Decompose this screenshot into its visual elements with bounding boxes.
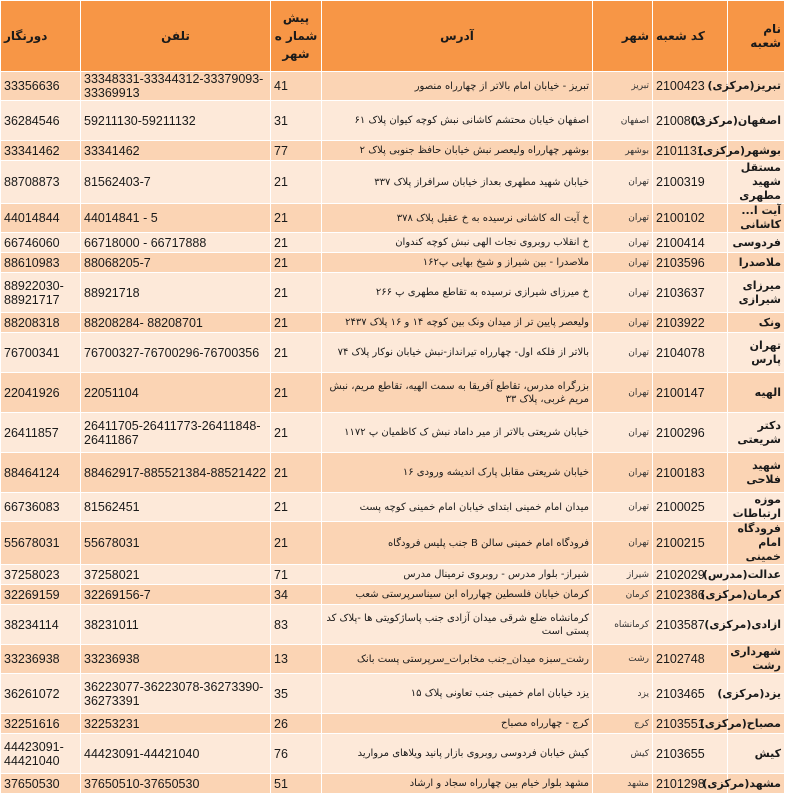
city-cell: کرج	[593, 714, 653, 734]
branch-name-cell: کیش	[728, 734, 785, 774]
address-cell: فرودگاه امام خمینی سالن B جنب پلیس فرودگاه	[322, 522, 593, 565]
branch-name-cell: عدالت(مدرس)	[728, 565, 785, 585]
phone-cell: 32269156-7	[81, 585, 271, 605]
city-cell: کرمان	[593, 585, 653, 605]
city-prefix-cell: 51	[271, 774, 322, 794]
phone-cell: 59211130-59211132	[81, 101, 271, 141]
header-fax: دورنگار	[1, 1, 81, 72]
address-cell: بالاتر از فلکه اول- چهارراه تیرانداز-نبش خیابان نوکار پلاک ۷۴	[322, 333, 593, 373]
city-cell: تهران	[593, 161, 653, 204]
branch-name-cell: ازادی(مرکزی)	[728, 605, 785, 645]
address-cell: ولیعصر پایین تر از میدان ونک بین کوچه ۱۴ و ۱۶ پلاک ۲۴۳۷	[322, 313, 593, 333]
branch-code-cell: 2103922	[653, 313, 728, 333]
table-row	[1, 493, 785, 522]
branch-name-cell: فردوسی	[728, 233, 785, 253]
address-cell: ملاصدرا - بین شیراز و شیخ بهایی پ۱۶۲	[322, 253, 593, 273]
fax-cell: 37650530	[1, 774, 81, 794]
city-cell: تهران	[593, 522, 653, 565]
fax-cell: 88922030-88921717	[1, 273, 81, 313]
branch-name-cell: آیت ا... کاشانی	[728, 204, 785, 233]
table-row	[1, 714, 785, 734]
phone-cell: 32253231	[81, 714, 271, 734]
table-row	[1, 413, 785, 453]
branch-name-cell: ونک	[728, 313, 785, 333]
branch-name-cell: بوشهر(مرکزی)	[728, 141, 785, 161]
branch-name-cell: دکتر شریعتی	[728, 413, 785, 453]
table-row	[1, 645, 785, 674]
fax-cell: 33356636	[1, 72, 81, 101]
city-cell: شیراز	[593, 565, 653, 585]
city-prefix-cell: 21	[271, 522, 322, 565]
branch-name-cell: تهران پارس	[728, 333, 785, 373]
address-cell: کرج - چهارراه مصباح	[322, 714, 593, 734]
city-cell: کیش	[593, 734, 653, 774]
branch-code-cell: 2103587	[653, 605, 728, 645]
branch-name-cell: میرزای شیرازی	[728, 273, 785, 313]
header-city-prefix: پیش شمار ه شهر	[271, 1, 322, 72]
fax-cell: 38234114	[1, 605, 81, 645]
header-phone: تلفن	[81, 1, 271, 72]
fax-cell: 22041926	[1, 373, 81, 413]
branch-code-cell: 2104078	[653, 333, 728, 373]
branch-name-cell: الهیه	[728, 373, 785, 413]
city-prefix-cell: 21	[271, 253, 322, 273]
city-cell: کرمانشاه	[593, 605, 653, 645]
address-cell: کیش خیابان فردوسی روبروی بازار پانید ویلاهای مروارید	[322, 734, 593, 774]
branch-name-cell: موزه ارتباطات	[728, 493, 785, 522]
phone-cell: 88462917-885521384-88521422	[81, 453, 271, 493]
branch-name-cell: تبریز(مرکزی)	[728, 72, 785, 101]
address-cell: مشهد بلوار خیام بین چهارراه سجاد و ارشاد	[322, 774, 593, 794]
address-cell: تبریز - خیابان امام بالاتر از چهارراه منصور	[322, 72, 593, 101]
table-row	[1, 734, 785, 774]
branch-code-cell: 2100423	[653, 72, 728, 101]
branch-code-cell: 2101298	[653, 774, 728, 794]
city-prefix-cell: 21	[271, 333, 322, 373]
phone-cell: 36223077-36223078-36273390-36273391	[81, 674, 271, 714]
branch-name-cell: ملاصدرا	[728, 253, 785, 273]
fax-cell: 37258023	[1, 565, 81, 585]
branch-code-cell: 2102386	[653, 585, 728, 605]
city-cell: تهران	[593, 253, 653, 273]
header-row	[1, 1, 785, 72]
city-prefix-cell: 13	[271, 645, 322, 674]
city-cell: یزد	[593, 674, 653, 714]
address-cell: خ میرزای شیرازی نرسیده به تقاطع مطهری پ ۲۶۶	[322, 273, 593, 313]
city-cell: بوشهر	[593, 141, 653, 161]
branch-name-cell: اصفهان(مرکزی)	[728, 101, 785, 141]
address-cell: میدان امام خمینی ابتدای خیابان امام خمینی کوچه پست	[322, 493, 593, 522]
city-prefix-cell: 21	[271, 373, 322, 413]
table-row	[1, 674, 785, 714]
table-row	[1, 273, 785, 313]
address-cell: شیراز- بلوار مدرس - روبروی ترمینال مدرس	[322, 565, 593, 585]
city-prefix-cell: 21	[271, 313, 322, 333]
city-prefix-cell: 26	[271, 714, 322, 734]
table-row	[1, 333, 785, 373]
table-row	[1, 565, 785, 585]
fax-cell: 44014844	[1, 204, 81, 233]
address-cell: بوشهر چهارراه ولیعصر نبش خیابان حافظ جنوبی پلاک ۲	[322, 141, 593, 161]
address-cell: اصفهان خیابان محتشم کاشانی نبش کوچه کیوان پلاک ۶۱	[322, 101, 593, 141]
phone-cell: 38231011	[81, 605, 271, 645]
address-cell: بزرگراه مدرس، تقاطع آفریقا به سمت الهیه، تقاطع مریم، نبش مریم غربی، پلاک ۳۳	[322, 373, 593, 413]
branch-name-cell: یزد(مرکزی)	[728, 674, 785, 714]
table-row	[1, 453, 785, 493]
city-cell: تهران	[593, 413, 653, 453]
phone-cell: 37258021	[81, 565, 271, 585]
city-prefix-cell: 21	[271, 413, 322, 453]
city-prefix-cell: 21	[271, 161, 322, 204]
table-row	[1, 774, 785, 794]
address-cell: کرمان خیابان فلسطین چهارراه ابن سیناسرپرستی شعب	[322, 585, 593, 605]
table-row	[1, 101, 785, 141]
branch-code-cell: 2100296	[653, 413, 728, 453]
branch-code-cell: 2100803	[653, 101, 728, 141]
city-cell: تهران	[593, 273, 653, 313]
city-prefix-cell: 21	[271, 493, 322, 522]
branch-name-cell: مستقل شهید مطهری	[728, 161, 785, 204]
branch-code-cell: 2102748	[653, 645, 728, 674]
city-prefix-cell: 21	[271, 204, 322, 233]
fax-cell: 55678031	[1, 522, 81, 565]
city-prefix-cell: 21	[271, 273, 322, 313]
fax-cell: 66736083	[1, 493, 81, 522]
phone-cell: 88921718	[81, 273, 271, 313]
branch-name-cell: مشهد(مرکزی)	[728, 774, 785, 794]
phone-cell: 33236938	[81, 645, 271, 674]
city-prefix-cell: 77	[271, 141, 322, 161]
fax-cell: 76700341	[1, 333, 81, 373]
phone-cell: 81562451	[81, 493, 271, 522]
table-row	[1, 141, 785, 161]
table-row	[1, 585, 785, 605]
fax-cell: 33236938	[1, 645, 81, 674]
city-cell: تبریز	[593, 72, 653, 101]
city-cell: تهران	[593, 313, 653, 333]
city-cell: اصفهان	[593, 101, 653, 141]
address-cell: خیابان شریعتی بالاتر از میر داماد نبش ک کاظمیان پ ۱۱۷۲	[322, 413, 593, 453]
header-city: شهر	[593, 1, 653, 72]
fax-cell: 66746060	[1, 233, 81, 253]
phone-cell: 66718000 - 66717888	[81, 233, 271, 253]
city-prefix-cell: 83	[271, 605, 322, 645]
branch-code-cell: 2103596	[653, 253, 728, 273]
fax-cell: 36261072	[1, 674, 81, 714]
table-row	[1, 72, 785, 101]
header-branch-code: کد شعبه	[653, 1, 728, 72]
branch-name-cell: فرودگاه امام خمینی	[728, 522, 785, 565]
phone-cell: 88068205-7	[81, 253, 271, 273]
phone-cell: 55678031	[81, 522, 271, 565]
city-cell: رشت	[593, 645, 653, 674]
city-cell: تهران	[593, 453, 653, 493]
header-branch-name: نام شعبه	[728, 1, 785, 72]
city-prefix-cell: 31	[271, 101, 322, 141]
branch-code-cell: 2103465	[653, 674, 728, 714]
city-cell: تهران	[593, 233, 653, 253]
branch-code-cell: 2100102	[653, 204, 728, 233]
phone-cell: 22051104	[81, 373, 271, 413]
fax-cell: 88610983	[1, 253, 81, 273]
address-cell: خیابان شریعتی مقابل پارک اندیشه ورودی ۱۶	[322, 453, 593, 493]
branch-code-cell: 2100414	[653, 233, 728, 253]
fax-cell: 32269159	[1, 585, 81, 605]
table-row	[1, 161, 785, 204]
city-prefix-cell: 34	[271, 585, 322, 605]
branch-code-cell: 2100025	[653, 493, 728, 522]
phone-cell: 33348331-33344312-33379093-33369913	[81, 72, 271, 101]
branch-code-cell: 2101131	[653, 141, 728, 161]
phone-cell: 26411705-26411773-26411848-26411867	[81, 413, 271, 453]
branch-code-cell: 2100319	[653, 161, 728, 204]
city-prefix-cell: 35	[271, 674, 322, 714]
fax-cell: 32251616	[1, 714, 81, 734]
table-row	[1, 233, 785, 253]
city-prefix-cell: 71	[271, 565, 322, 585]
city-cell: مشهد	[593, 774, 653, 794]
fax-cell: 26411857	[1, 413, 81, 453]
city-prefix-cell: 76	[271, 734, 322, 774]
branch-name-cell: کرمان(مرکزی)	[728, 585, 785, 605]
fax-cell: 33341462	[1, 141, 81, 161]
fax-cell: 88464124	[1, 453, 81, 493]
branch-name-cell: شهید فلاحی	[728, 453, 785, 493]
fax-cell: 44423091-44421040	[1, 734, 81, 774]
table-row	[1, 522, 785, 565]
phone-cell: 33341462	[81, 141, 271, 161]
table-row	[1, 373, 785, 413]
phone-cell: 81562403-7	[81, 161, 271, 204]
city-cell: تهران	[593, 204, 653, 233]
address-cell: خ انقلاب روبروی نجات الهی نبش کوچه کندوان	[322, 233, 593, 253]
fax-cell: 88708873	[1, 161, 81, 204]
table-row	[1, 605, 785, 645]
branch-code-cell: 2100183	[653, 453, 728, 493]
branch-code-cell: 2100147	[653, 373, 728, 413]
branch-code-cell: 2102029	[653, 565, 728, 585]
fax-cell: 88208318	[1, 313, 81, 333]
city-cell: تهران	[593, 333, 653, 373]
header-address: آدرس	[322, 1, 593, 72]
table-row	[1, 313, 785, 333]
table-row	[1, 253, 785, 273]
branch-code-cell: 2103655	[653, 734, 728, 774]
phone-cell: 37650510-37650530	[81, 774, 271, 794]
phone-cell: 44014841 - 5	[81, 204, 271, 233]
address-cell: رشت_سبزه میدان_جنب مخابرات_سرپرستی پست بانک	[322, 645, 593, 674]
branch-code-cell: 2100215	[653, 522, 728, 565]
phone-cell: 44423091-44421040	[81, 734, 271, 774]
table-row	[1, 204, 785, 233]
branch-code-cell: 2103551	[653, 714, 728, 734]
address-cell: یزد خیابان امام خمینی جنب تعاونی پلاک ۱۵	[322, 674, 593, 714]
city-prefix-cell: 41	[271, 72, 322, 101]
branch-name-cell: مصباح(مرکزی)	[728, 714, 785, 734]
address-cell: کرمانشاه ضلع شرقی میدان آزادی جنب پاساژکویتی ها -پلاک کد پستی است	[322, 605, 593, 645]
branch-name-cell: شهرداری رشت	[728, 645, 785, 674]
phone-cell: 88208284- 88208701	[81, 313, 271, 333]
address-cell: خیابان شهید مطهری بعداز خیابان سرافراز پلاک ۳۳۷	[322, 161, 593, 204]
branch-code-cell: 2103637	[653, 273, 728, 313]
city-cell: تهران	[593, 493, 653, 522]
phone-cell: 76700327-76700296-76700356	[81, 333, 271, 373]
city-prefix-cell: 21	[271, 453, 322, 493]
city-cell: تهران	[593, 373, 653, 413]
city-prefix-cell: 21	[271, 233, 322, 253]
fax-cell: 36284546	[1, 101, 81, 141]
address-cell: خ آیت اله کاشانی نرسیده به خ عقیل پلاک ۳۷۸	[322, 204, 593, 233]
